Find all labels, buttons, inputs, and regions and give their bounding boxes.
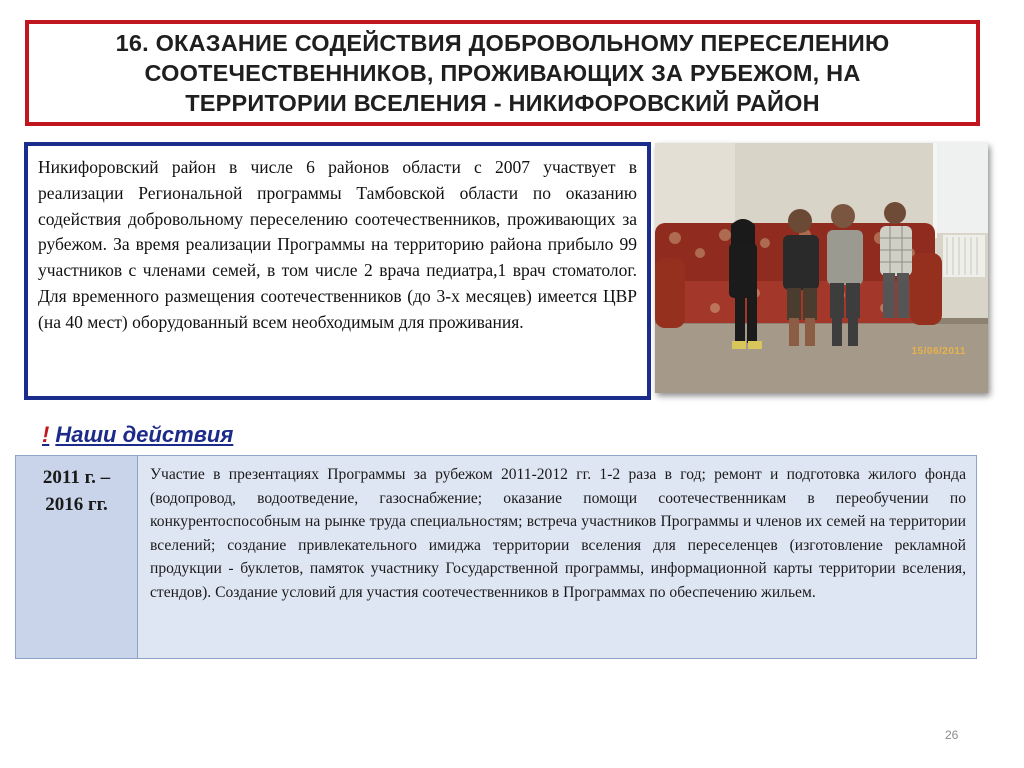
description-text: Никифоровский район в числе 6 районов области с 2007 участвует в реализации Региональной программы Тамбовской области по оказанию содействия добровольному переселению соотечественников, проживающих за рубежом. За время реализации Программы на территорию района прибыло 99 участников с членами семей, в том числе 2 врача педиатра,1 врач стоматолог. Для временного размещения соотечественников (до 3-х месяцев) имеется ЦВР (на 40 мест) оборудованный всем необходимым для проживания. — [38, 157, 637, 332]
page-number: 26 — [945, 728, 959, 742]
photo-date-stamp: 15/06/2011 — [911, 346, 966, 357]
slide-title-box — [25, 20, 980, 126]
period-end: 2016 гг. — [45, 494, 108, 515]
group-photo — [655, 143, 988, 393]
details-cell: Участие в презентациях Программы за рубежом 2011-2012 гг. 1-2 раза в год; ремонт и подготовка жилого фонда (водопровод, водоотведение, газоснабжение; оказание помощи соотечественникам в переобучении по конкурентоспособным на рынке труда специальностям; встреча участников Программы и членов их семей на территории вселений; создание привлекательного имиджа территории вселения для переселенцев (изготовление рекламной продукции - буклетов, памяток участнику Государственной программы, информационной карты территории вселения, стендов). Создание условий для участия соотечественников в Программах по обеспечению жильем. — [138, 456, 977, 659]
timeline-table — [15, 455, 977, 659]
slide-title: 16. ОКАЗАНИЕ СОДЕЙСТВИЯ ДОБРОВОЛЬНОМУ ПЕРЕСЕЛЕНИЮ СООТЕЧЕСТВЕННИКОВ, ПРОЖИВАЮЩИХ ЗА РУБЕЖОМ, НА ТЕРРИТОРИИ ВСЕЛЕНИЯ - НИКИФОРОВСКИЙ РАЙОН — [115, 30, 890, 116]
exclamation-mark: ! — [42, 422, 50, 447]
description-box — [24, 142, 651, 400]
table-row — [16, 456, 977, 659]
period-cell — [16, 456, 138, 659]
actions-heading-text: Наши действия — [55, 422, 234, 447]
period-start: 2011 г. – — [42, 467, 111, 488]
actions-heading — [42, 422, 233, 448]
